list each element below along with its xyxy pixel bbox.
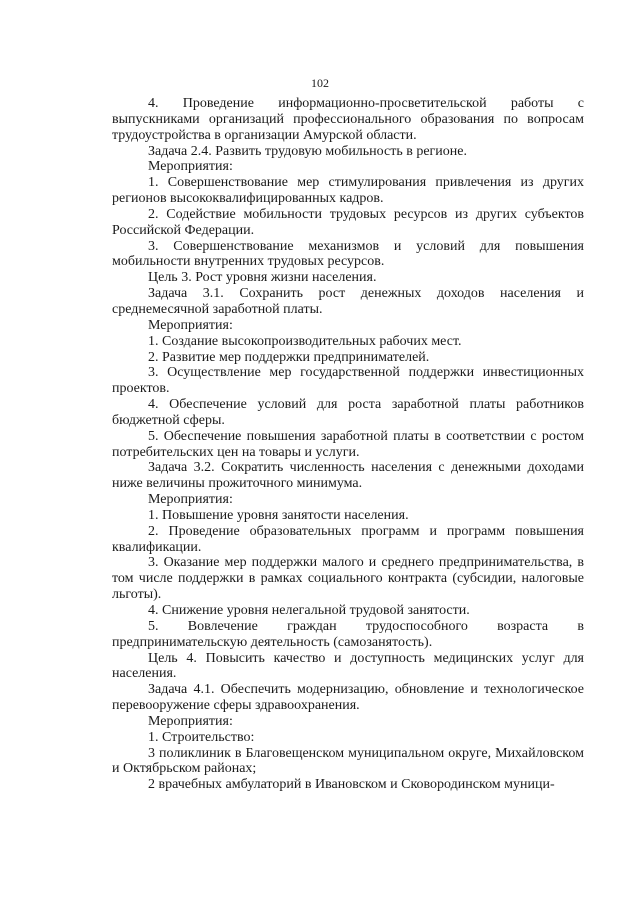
paragraph: 1. Строительство: bbox=[148, 729, 255, 745]
paragraph: Мероприятия: bbox=[148, 713, 233, 729]
page-number: 102 bbox=[311, 76, 329, 90]
paragraph: 1. Создание высокопроизводительных рабочих мест. bbox=[148, 333, 462, 349]
paragraph: 2. Проведение образовательных программ и программ повышения квалификации. bbox=[112, 523, 584, 555]
paragraph: Мероприятия: bbox=[148, 159, 233, 175]
paragraph: Мероприятия: bbox=[148, 317, 233, 333]
paragraph: 5. Вовлечение граждан трудоспособного возраста в предпринимательскую деятельность (самозанятость). bbox=[112, 618, 584, 650]
paragraph: 4. Проведение информационно-просветительской работы с выпускниками организаций профессионального образования по вопросам трудоустройства в организации Амурской области. bbox=[112, 96, 584, 143]
paragraph: 1. Повышение уровня занятости населения. bbox=[148, 507, 409, 523]
paragraph: 4. Снижение уровня нелегальной трудовой занятости. bbox=[148, 603, 470, 618]
paragraph: Цель 3. Рост уровня жизни населения. bbox=[148, 270, 377, 286]
paragraph: Мероприятия: bbox=[148, 492, 233, 508]
paragraph: Задача 3.1. Сохранить рост денежных доходов населения и среднемесячной заработной платы. bbox=[112, 286, 584, 317]
paragraph: Цель 4. Повысить качество и доступность медицинских услуг для населения. bbox=[112, 650, 584, 682]
paragraph: 3. Оказание мер поддержки малого и среднего предпринимательства, в том числе поддержки в рамках социального контракта (субсидии, налоговые льготы). bbox=[112, 555, 584, 603]
paragraph: Задача 4.1. Обеспечить модернизацию, обновление и технологическое перевооружение сферы здравоохранения. bbox=[112, 682, 584, 714]
paragraph: 3. Совершенствование механизмов и условий для повышения мобильности внутренних трудовых ресурсов. bbox=[112, 238, 584, 270]
paragraph: 2 врачебных амбулаторий в Ивановском и Сковородинском муници- bbox=[148, 777, 555, 793]
document-body bbox=[112, 96, 584, 793]
paragraph: Задача 3.2. Сократить численность населения с денежными доходами ниже величины прожиточного минимума. bbox=[112, 460, 584, 492]
paragraph: 2. Содействие мобильности трудовых ресурсов из других субъектов Российской Федерации. bbox=[112, 206, 584, 238]
paragraph: 3. Осуществление мер государственной поддержки инвестиционных проектов. bbox=[112, 365, 584, 397]
paragraph: 3 поликлиник в Благовещенском муниципальном округе, Михайловском и Октябрьском районах; bbox=[112, 745, 584, 777]
paragraph: 4. Обеспечение условий для роста заработной платы работников бюджетной сферы. bbox=[112, 397, 584, 428]
paragraph: Задача 2.4. Развить трудовую мобильность в регионе. bbox=[148, 143, 467, 159]
paragraph: 5. Обеспечение повышения заработной платы в соответствии с ростом потребительских цен на товары и услуги. bbox=[112, 428, 584, 460]
paragraph: 2. Развитие мер поддержки предпринимателей. bbox=[148, 349, 430, 365]
paragraph: 1. Совершенствование мер стимулирования привлечения из других регионов высококвалифицированных кадров. bbox=[112, 175, 584, 207]
